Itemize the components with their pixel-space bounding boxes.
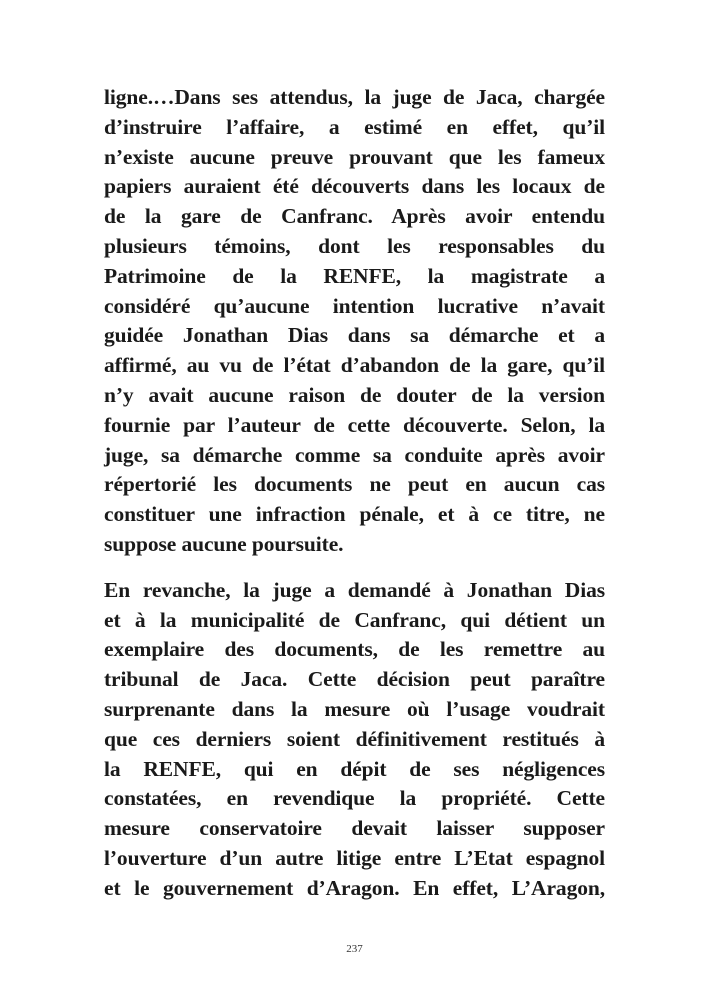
text-line: n’existe aucune preuve prouvant que les fameux (104, 144, 605, 169)
text-line: ligne.…Dans ses attendus, la juge de Jaca, chargée (104, 85, 605, 109)
text-line: et le gouvernement d’Aragon. En effet, L’Aragon, (104, 875, 605, 900)
page-number: 237 (346, 943, 363, 955)
text-line: surprenante dans la mesure où l’usage voudrait (104, 696, 605, 721)
text-line: d’instruire l’affaire, a estimé en effet, qu’il (104, 114, 605, 139)
text-line: fournie par l’auteur de cette découverte. Selon, la (104, 412, 605, 437)
text-line: mesure conservatoire devait laisser supposer (104, 816, 605, 841)
text-line: constatées, en revendique la propriété. Cette (104, 786, 605, 811)
text-line: affirmé, au vu de l’état d’abandon de la gare, qu’il (104, 353, 605, 378)
text-line: répertorié les documents ne peut en aucun cas (104, 472, 605, 497)
paragraph-2 (104, 576, 605, 904)
text-line: de la gare de Canfranc. Après avoir entendu (104, 204, 605, 229)
text-line: plusieurs témoins, dont les responsables du (104, 233, 605, 258)
text-line: considéré qu’aucune intention lucrative n’avait (104, 293, 605, 318)
page-body (104, 83, 605, 904)
text-line: n’y avait aucune raison de douter de la version (104, 382, 605, 407)
text-line: papiers auraient été découverts dans les locaux de (104, 174, 605, 199)
text-line: l’ouverture d’un autre litige entre L’Etat espagnol (104, 845, 605, 870)
text-line: En revanche, la juge a demandé à Jonathan Dias (104, 577, 605, 602)
text-line: tribunal de Jaca. Cette décision peut paraître (104, 667, 605, 692)
text-line: exemplaire des documents, de les remettre au (104, 637, 605, 662)
text-line: que ces derniers soient définitivement restitués à (104, 726, 605, 751)
text-line: et à la municipalité de Canfranc, qui détient un (104, 607, 605, 632)
text-line: juge, sa démarche comme sa conduite après avoir (104, 442, 605, 467)
text-line: suppose aucune poursuite. (104, 531, 344, 556)
text-line: Patrimoine de la RENFE, la magistrate a (104, 263, 605, 288)
text-line: la RENFE, qui en dépit de ses négligences (104, 756, 605, 781)
paragraph-1 (104, 83, 605, 560)
text-line: constituer une infraction pénale, et à ce titre, ne (104, 502, 605, 527)
text-line: guidée Jonathan Dias dans sa démarche et a (104, 323, 605, 348)
